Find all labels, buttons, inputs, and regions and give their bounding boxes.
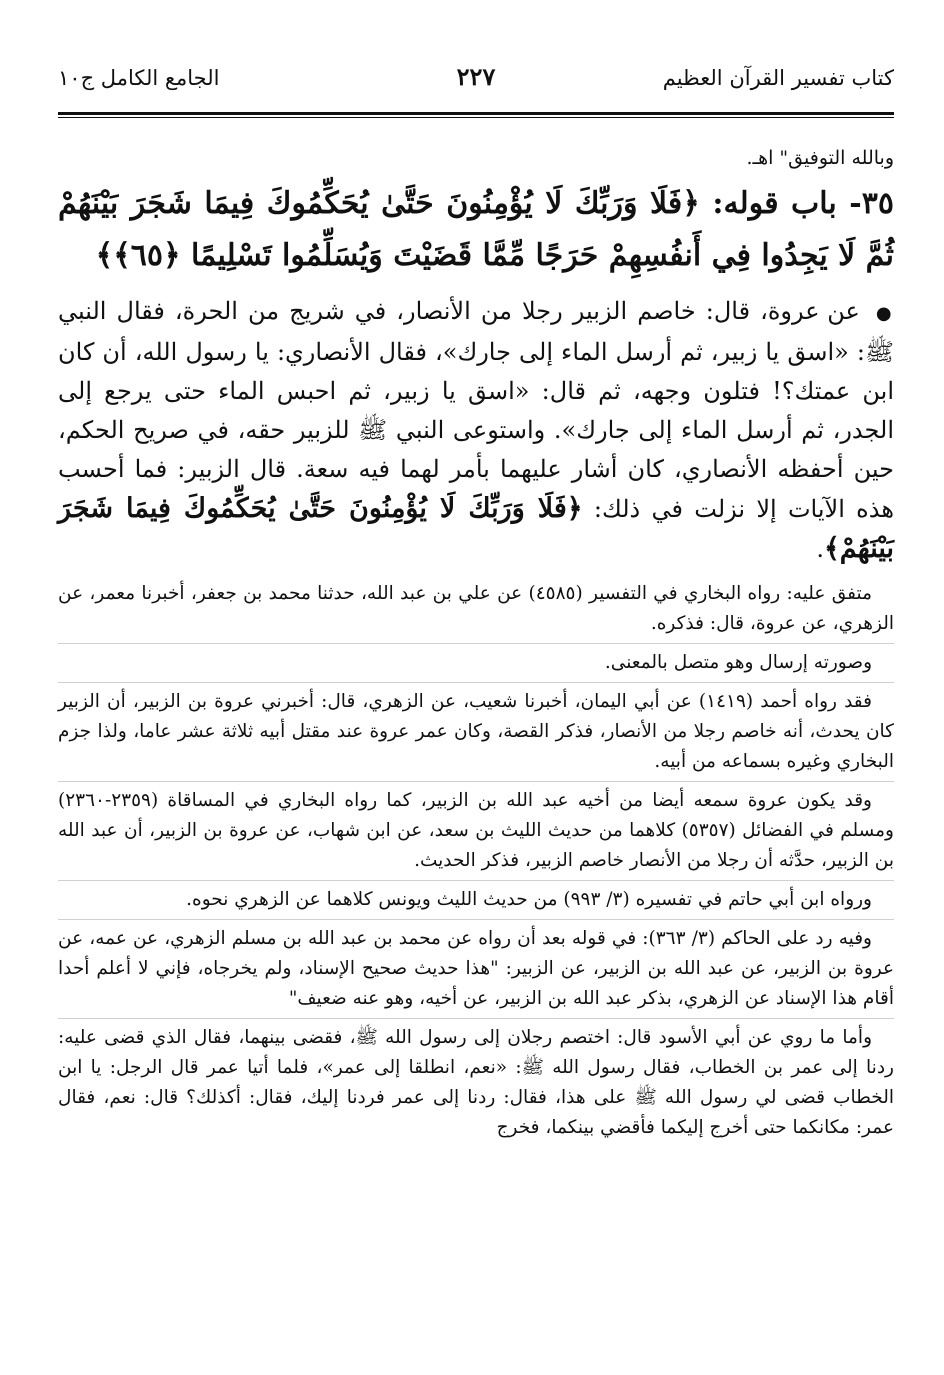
page-header xyxy=(58,60,894,104)
chapter-heading xyxy=(58,178,894,282)
note-paragraph: وأما ما روي عن أبي الأسود قال: اختصم رجلان إلى رسول الله ﷺ، فقضى بينهما، فقال الذي قضى عليه: ردنا إلى عمر بن الخطاب، فقال رسول الله ﷺ: «نعم، انطلقا إلى عمر»، فلما أتيا عمر قال الرجل: يا ابن الخطاب قضى لي رسول الله ﷺ على هذا، فقال: ردنا إلى عمر فردنا إليك، فقال: أكذلك؟ قال: نعم، فقال عمر: مكانكما حتى أخرج إليكما فأقضي بينكما، فخرج xyxy=(58,1018,894,1147)
page-number: ٢٢٧ xyxy=(456,62,496,91)
note-paragraph: وصورته إرسال وهو متصل بالمعنى. xyxy=(58,643,894,682)
note-paragraph: فقد رواه أحمد (١٤١٩) عن أبي اليمان، أخبرنا شعيب، عن الزهري، قال: أخبرني عروة بن الزبير، أن الزبير كان يحدث، أنه خاصم رجلا من الأنصار، فذكر القصة، وكان عمر عروة عند مقتل أبيه ثلاثة عشر عاما، ولذا جزم البخاري وغيره بسماعه من أبيه. xyxy=(58,682,894,781)
hadith-verse: ﴿فَلَا وَرَبِّكَ لَا يُؤْمِنُونَ حَتَّىٰ يُحَكِّمُوكَ فِيمَا شَجَرَ بَيْنَهُمْ﴾ xyxy=(58,493,894,564)
bullet-icon: ● xyxy=(875,303,894,324)
collection-title: الجامع الكامل ج١٠ xyxy=(58,66,220,90)
hadith-end: . xyxy=(816,535,824,563)
note-paragraph: ورواه ابن أبي حاتم في تفسيره (٣/ ٩٩٣) من حديث الليث ويونس كلاهما عن الزهري نحوه. xyxy=(58,880,894,919)
book-page xyxy=(58,60,894,1147)
hadith-text xyxy=(58,292,894,569)
chapter-verse: ﴿فَلَا وَرَبِّكَ لَا يُؤْمِنُونَ حَتَّىٰ يُحَكِّمُوكَ فِيمَا شَجَرَ بَيْنَهُمْ ثُمَّ لَا يَجِدُوا فِي أَنفُسِهِمْ حَرَجًا مِّمَّا قَضَيْتَ وَيُسَلِّمُوا تَسْلِيمًا ﴿٦٥﴾﴾ xyxy=(58,186,894,273)
intro-line: وبالله التوفيق" اهـ. xyxy=(746,147,894,169)
note-paragraph: متفق عليه: رواه البخاري في التفسير (٤٥٨٥) عن علي بن عبد الله، حدثنا محمد بن جعفر، أخبرنا معمر، عن الزهري، عن عروة، قال: فذكره. xyxy=(58,583,894,634)
note-paragraph: وقد يكون عروة سمعه أيضا من أخيه عبد الله بن الزبير، كما رواه البخاري في المساقاة (٢٣٥٩-٢٣٦٠) ومسلم في الفضائل (٥٣٥٧) كلاهما من حديث الليث بن سعد، عن ابن شهاب، عن عروة بن الزبير، أن عبد الله بن الزبير، حدَّثه أن رجلا من الأنصار خاصم الزبير، فذكر الحديث. xyxy=(58,781,894,880)
book-title: كتاب تفسير القرآن العظيم xyxy=(662,66,894,90)
hadith-body: عن عروة، قال: خاصم الزبير رجلا من الأنصار، في شريج من الحرة، فقال النبي ﷺ: «اسق يا زبير، ثم أرسل الماء إلى جارك»، فقال الأنصاري: يا رسول الله، أن كان ابن عمتك؟! فتلون وجهه، ثم قال: «اسق يا زبير، ثم احبس الماء حتى يرجع إلى الجدر، ثم أرسل الماء إلى جارك». واستوعى النبي ﷺ للزبير حقه، في صريح الحكم، حين أحفظه الأنصاري، كان أشار عليهما بأمر لهما فيه سعة. قال الزبير: فما أحسب هذه الآيات إلا نزلت في ذلك: xyxy=(58,297,895,523)
header-rule xyxy=(58,112,894,118)
chapter-title: ٣٥- باب قوله: xyxy=(712,186,894,221)
note-paragraph: وفيه رد على الحاكم (٣/ ٣٦٣): في قوله بعد أن رواه عن محمد بن عبد الله بن مسلم الزهري، عن عمه، عن عروة بن الزبير، عن عبد الله بن الزبير، عن الزبير: "هذا حديث صحيح الإسناد، ولم يخرجاه، فإني لا أعلم أحدا أقام هذا الإسناد عن الزهري، بذكر عبد الله بن الزبير، عن أخيه، وهو عنه ضعيف" xyxy=(58,919,894,1018)
